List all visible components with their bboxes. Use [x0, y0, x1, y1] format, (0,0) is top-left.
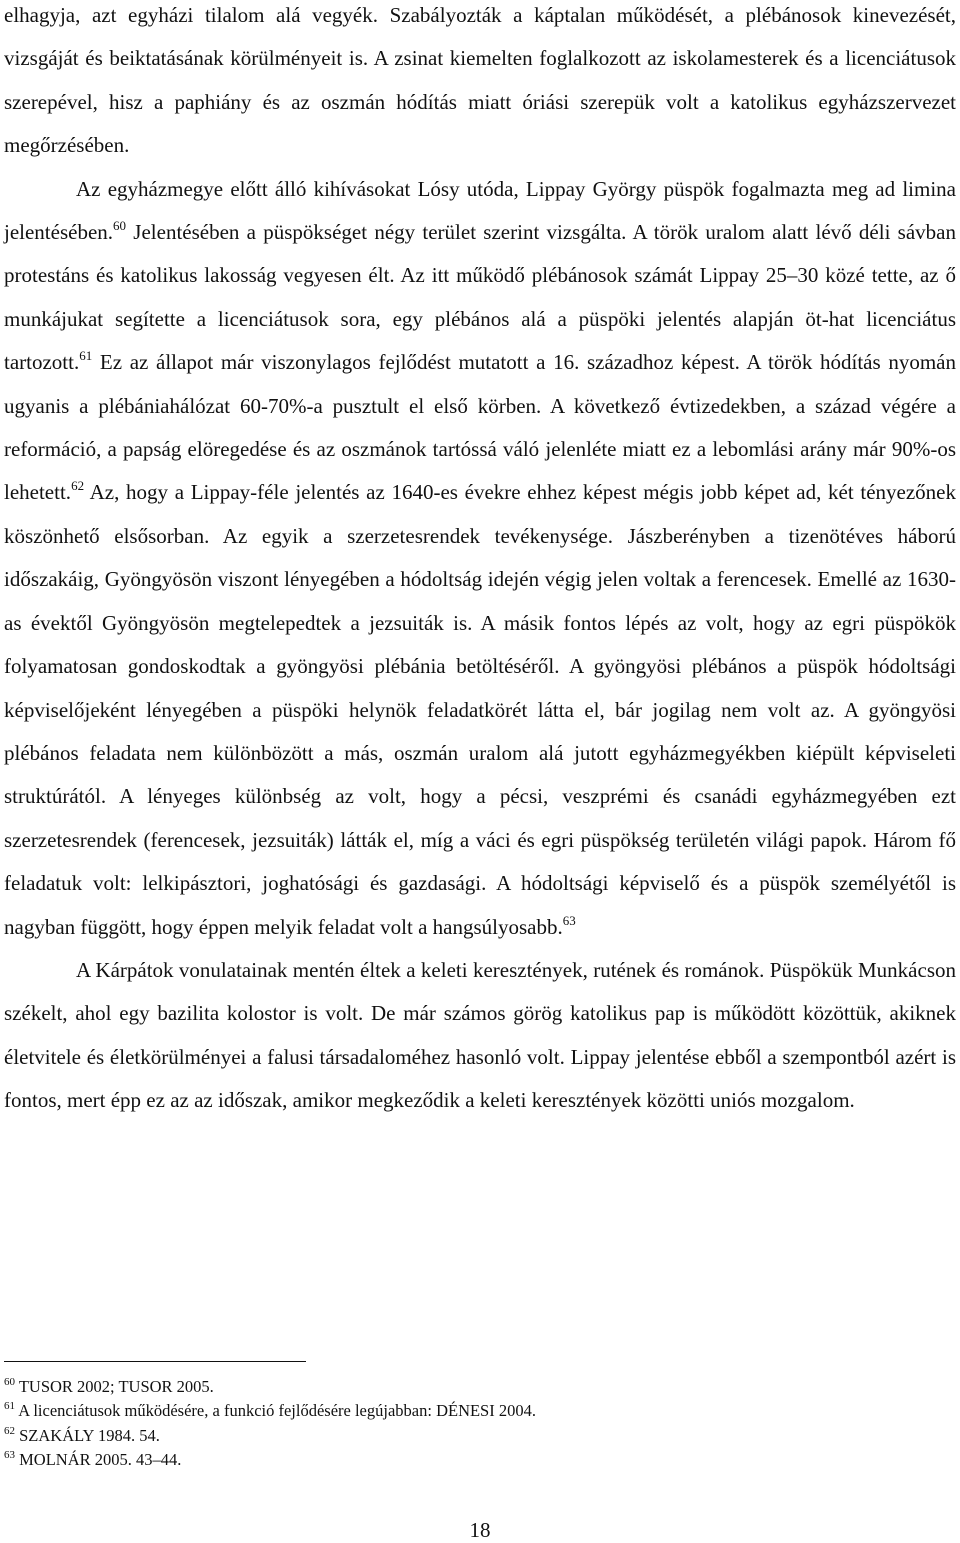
footnote-reference[interactable]: 60 — [113, 218, 127, 234]
footnote-61 — [4, 1399, 956, 1423]
body-text — [4, 0, 956, 1123]
paragraph-text: Ez az állapot már viszonylagos fejlődést mutatott a 16. századhoz képest. A török hódítás nyomán ugyanis a plébániahálózat 60-70%-a pusztult el első körben. A következő évtizedekben, a század végére a reformáció, a papság elöregedése és az oszmánok tartóssá váló jelenléte miatt ez a lebomlási arány már 90%-os lehetett. — [4, 350, 956, 505]
paragraph-text: A Kárpátok vonulatainak mentén éltek a keleti keresztények, rutének és románok. Püspökük Munkácson székelt, ahol egy bazilita kolostor is volt. De már számos görög katolikus pap is működött közöttük, akiknek életvitele és életkörülményei a falusi társadaloméhez hasonló volt. Lippay jelentése ebből a szempontból azért is fontos, mert épp ez az az időszak, amikor megkeződik a keleti keresztények közötti uniós mozgalom. — [4, 957, 956, 1113]
footnote-reference[interactable]: 63 — [562, 912, 576, 928]
paragraph — [4, 0, 956, 168]
paragraph-text: elhagyja, azt egyházi tilalom alá vegyék. Szabályozták a káptalan működését, a plébánosok kinevezését, vizsgáját és beiktatásának körülményeit is. A zsinat kiemelten foglalkozott az iskolamesterek és a licenciátusok szerepével, hisz a paphiány és az oszmán hódítás miatt óriási szerepük volt a katolikus egyházszervezet megőrzésében. — [4, 3, 956, 158]
footnote-separator — [4, 1361, 306, 1362]
footnote-text: SZAKÁLY 1984. 54. — [19, 1425, 160, 1445]
footnote-number: 60 — [4, 1376, 15, 1388]
paragraph-text: Az, hogy a Lippay-féle jelentés az 1640-es évekre ehhez képest mégis jobb képet ad, két tényezőnek köszönhető elsősorban. Az egyik a szerzetesrendek tevékenysége. Jászberényben a tizenötéves háború időszakáig, Gyöngyösön viszont lényegében a hódoltság idején végig jelen voltak a ferencesek. Emellé az 1630-as évektől Gyöngyösön megtelepedtek a jezsuiták is. A másik fontos lépés az volt, hogy az egri püspökök folyamatosan gondoskodtak a gyöngyösi plébánia betöltéséről. A gyöngyösi plébános a püspök hódoltsági képviselőjeként lényegében a püspöki helynök feladatkörét látta el, bár jogilag nem volt az. A gyöngyösi plébános feladata nem különbözött a más, oszmán uralom alá jutott egyházmegyékben kiépült képviseleti struktúrától. A lényeges különbség az volt, hogy a pécsi, veszprémi és csanádi egyházmegyében ezt szerzetesrendek (ferencesek, jezsuiták) látták el, míg a váci és egri püspökség területén világi papok. Három fő feladatuk volt: lelkipásztori, joghatósági és gazdasági. A hódoltsági képviselő és a püspök személyétől is nagyban függött, hogy éppen melyik feladat volt a hangsúlyosabb. — [4, 480, 956, 939]
footnote-reference[interactable]: 61 — [79, 348, 93, 364]
paragraph — [4, 949, 956, 1123]
footnote-number: 62 — [4, 1424, 15, 1437]
footnotes — [4, 1375, 956, 1473]
footnote-63 — [4, 1448, 956, 1472]
footnote-reference[interactable]: 62 — [71, 478, 85, 494]
footnote-text: MOLNÁR 2005. 43–44. — [19, 1450, 182, 1470]
paragraph-text: Az egyházmegye előtt álló kihívásokat Lósy utóda, Lippay György püspök fogalmazta meg ad limina jelentésében. — [4, 176, 956, 245]
footnote-number: 61 — [4, 1400, 15, 1413]
footnote-text: TUSOR 2002; TUSOR 2005. — [18, 1377, 214, 1396]
footnote-text: A licenciátusok működésére, a funkció fejlődésére legújabban: DÉNESI 2004. — [18, 1401, 536, 1421]
page-number: 18 — [469, 1518, 491, 1542]
footnote-60 — [4, 1375, 956, 1399]
paragraph — [4, 168, 956, 949]
footnote-62 — [4, 1424, 956, 1448]
paragraph-text: Jelentésében a püspökséget négy terület szerint vizsgálta. A török uralom alatt lévő déli sávban protestáns és katolikus lakosság vegyesen élt. Az itt működő plébánosok számát Lippay 25–30 közé tette, az ő munkájukat segítette a licenciátusok sora, egy plébános alá a püspöki jelentés alapján öt-hat licenciátus tartozott. — [4, 220, 956, 375]
footnote-number: 63 — [4, 1449, 15, 1462]
